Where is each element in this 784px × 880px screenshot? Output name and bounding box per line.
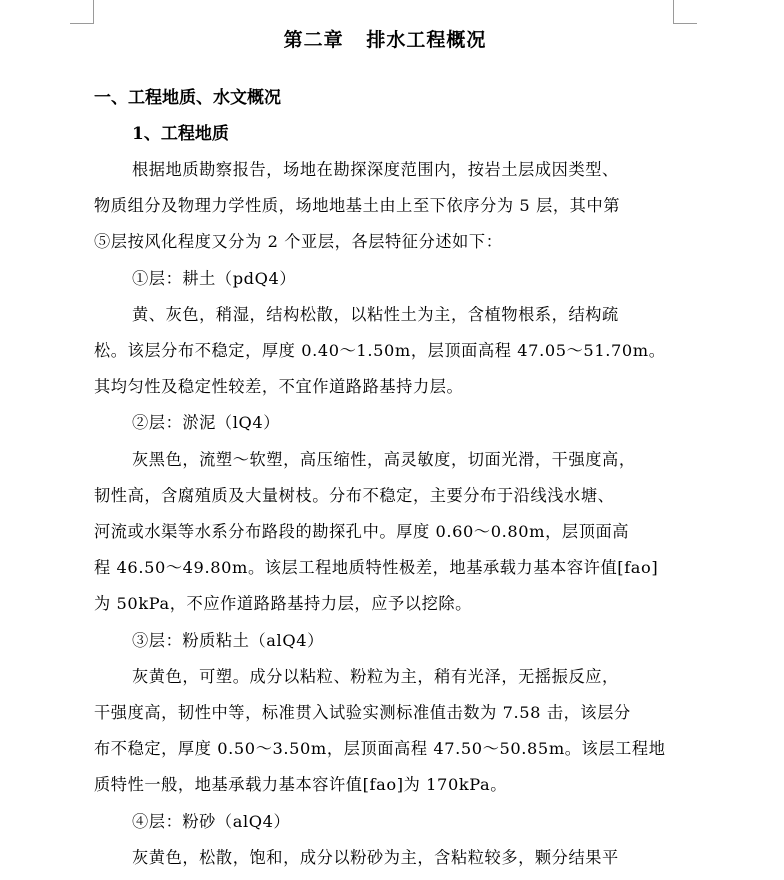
layer-4-description <box>94 840 676 876</box>
document-body <box>94 22 676 876</box>
layer-2-line: 灰黑色，流塑～软塑，高压缩性，高灵敏度，切面光滑，干强度高， <box>132 449 636 469</box>
layer-2-description <box>94 442 676 623</box>
layer-1-description <box>94 297 676 406</box>
layer-3-line: 布不稳定，厚度 0.50～3.50m，层顶面高程 47.50～50.85m。该层工程地 <box>94 739 666 759</box>
layer-2-line: 韧性高，含腐殖质及大量树枝。分布不稳定，主要分布于沿线浅水塘、 <box>94 485 615 505</box>
layer-2-line: 为 50kPa，不应作道路路基持力层，应予以挖除。 <box>94 594 472 614</box>
intro-paragraph <box>94 152 676 261</box>
intro-line: ⑤层按风化程度又分为 2 个亚层，各层特征分述如下： <box>94 232 503 252</box>
layer-4-heading: ④层：粉砂（alQ4） <box>132 811 291 831</box>
layer-3-line: 质特性一般，地基承载力基本容许值[fao]为 170kPa。 <box>94 775 508 795</box>
section-heading: 一、工程地质、水文概况 <box>94 88 281 108</box>
layer-4-line: 灰黄色，松散，饱和，成分以粉砂为主，含粘粒较多，颗分结果平 <box>132 847 619 867</box>
layer-3-line: 干强度高，韧性中等，标准贯入试验实测标准值击数为 7.58 击，该层分 <box>94 703 631 723</box>
layer-1-line: 黄、灰色，稍湿，结构松散，以粘性土为主，含植物根系，结构疏 <box>132 304 619 324</box>
subsection-heading: 1、工程地质 <box>132 124 229 144</box>
intro-line: 物质组分及物理力学性质，场地地基土由上至下依序分为 5 层，其中第 <box>94 196 621 216</box>
crop-mark-top-left-horizontal <box>70 23 94 24</box>
layer-3-description <box>94 659 676 804</box>
layer-2-line: 程 46.50～49.80m。该层工程地质特性极差，地基承载力基本容许值[fao] <box>94 558 659 578</box>
layer-2-heading: ②层：淤泥（lQ4） <box>132 413 281 433</box>
layer-1-heading: ①层：耕土（pdQ4） <box>132 268 297 288</box>
layer-1-line: 其均匀性及稳定性较差，不宜作道路路基持力层。 <box>94 377 464 397</box>
crop-mark-top-right-vertical <box>673 0 674 24</box>
crop-mark-top-left-vertical <box>93 0 94 24</box>
intro-line: 根据地质勘察报告，场地在勘探深度范围内，按岩土层成因类型、 <box>132 160 619 179</box>
layer-3-heading: ③层：粉质粘土（alQ4） <box>132 630 324 650</box>
layer-2-line: 河流或水渠等水系分布路段的勘探孔中。厚度 0.60～0.80m，层顶面高 <box>94 522 630 542</box>
crop-mark-top-right-horizontal <box>673 23 697 24</box>
layer-1-line: 松。该层分布不稳定，厚度 0.40～1.50m，层顶面高程 47.05～51.70m。 <box>94 341 666 361</box>
layer-3-line: 灰黄色，可塑。成分以粘粒、粉粒为主，稍有光泽，无摇振反应， <box>132 666 619 686</box>
chapter-title: 第二章 排水工程概况 <box>283 29 487 51</box>
